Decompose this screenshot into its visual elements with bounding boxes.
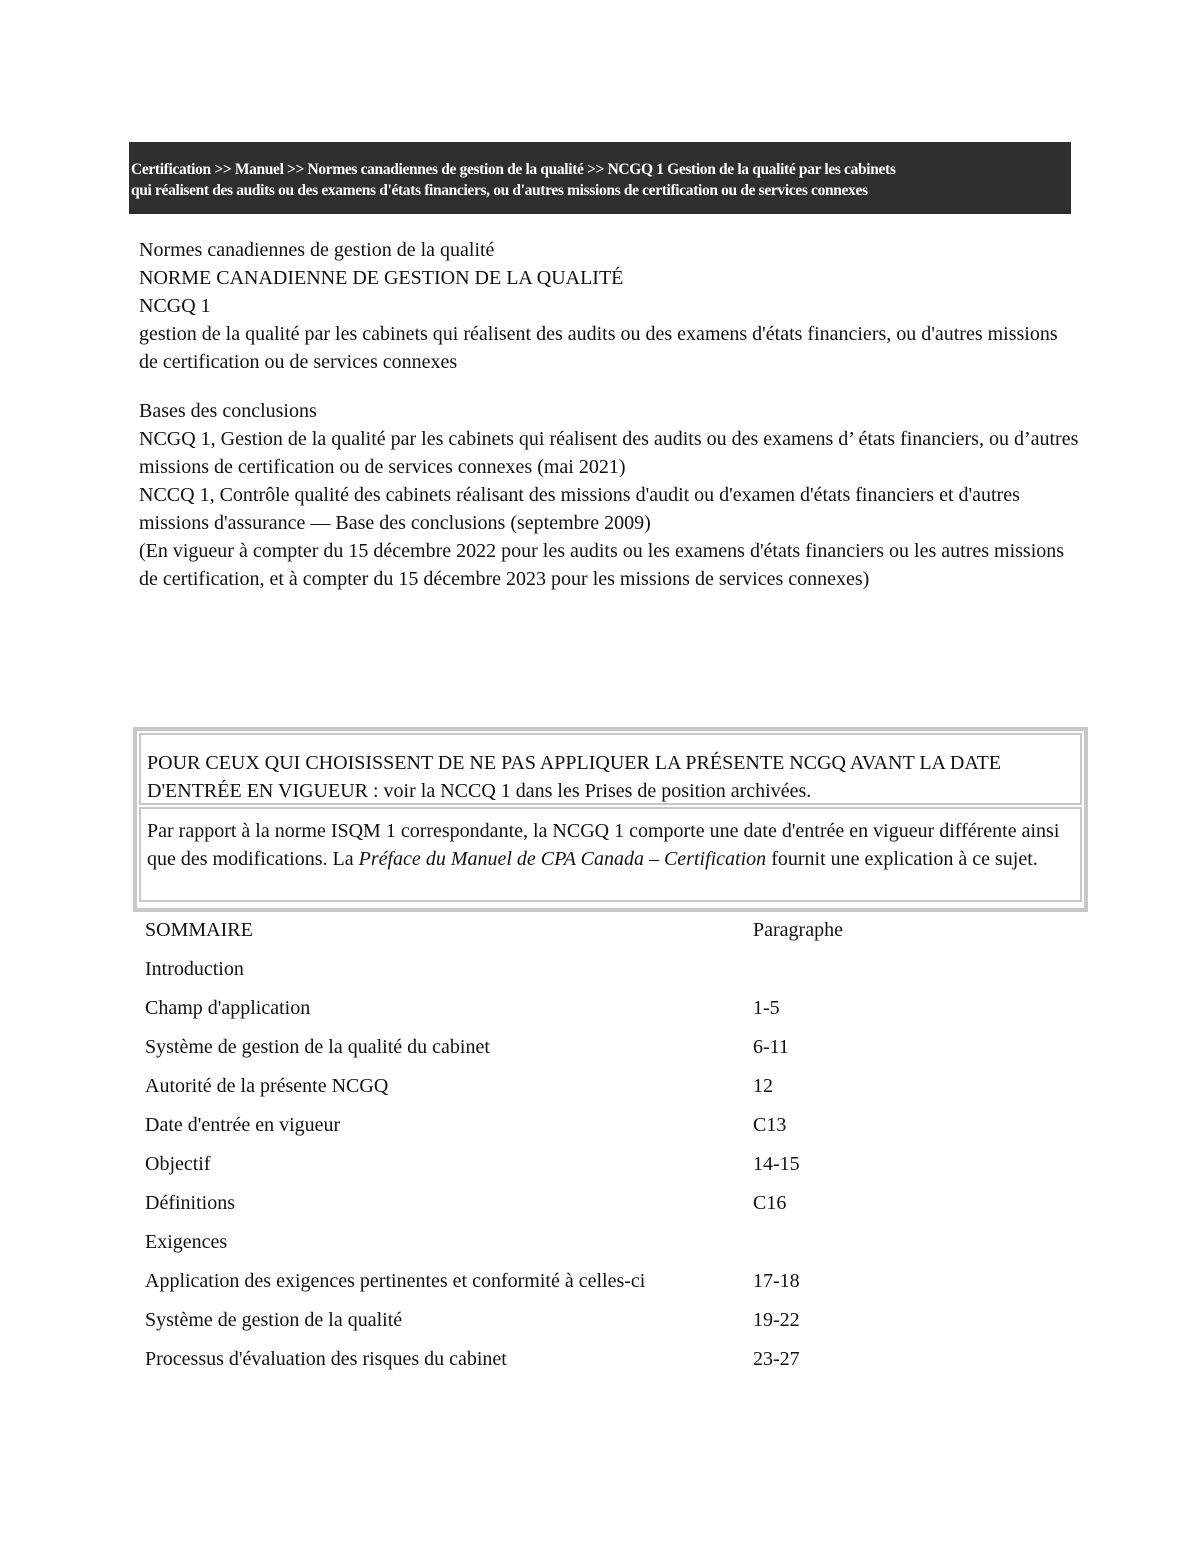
reference-nccq: NCCQ 1, Contrôle qualité des cabinets réalisant des missions d'audit ou d'examen d'états financiers et d'autres missions d'assurance — Base des conclusions (septembre 2009) (139, 484, 1020, 534)
notice-box (133, 727, 1088, 912)
toc-row-title: Champ d'application (145, 997, 311, 1019)
breadcrumb (129, 142, 1071, 214)
toc-row-paragraph: 14-15 (753, 1153, 800, 1175)
document-body (139, 236, 1079, 593)
toc-row[interactable] (145, 989, 1085, 1028)
toc-header (145, 911, 1085, 950)
comparison-text-before: Par rapport à la norme ISQM 1 correspondante, la NCGQ 1 comporte une date d'entrée en vigueur différente ainsi que des modifications. La (147, 820, 1060, 870)
toc-row-title: Autorité de la présente NCGQ (145, 1075, 389, 1097)
toc-row[interactable] (145, 1067, 1085, 1106)
early-adoption-notice (139, 733, 1082, 805)
norm-heading: NORME CANADIENNE DE GESTION DE LA QUALITÉ (139, 267, 624, 289)
toc-row-paragraph: 23-27 (753, 1348, 800, 1370)
toc-header-paragraph: Paragraphe (753, 919, 843, 941)
toc-row-title: Système de gestion de la qualité (145, 1309, 403, 1331)
toc-row[interactable] (145, 1184, 1085, 1223)
norm-subject: gestion de la qualité par les cabinets qui réalisent des audits ou des examens d'états financiers, ou d'autres missions de certification ou de services connexes (139, 323, 1058, 373)
toc-row-paragraph: 19-22 (753, 1309, 800, 1331)
norm-code: NCGQ 1 (139, 295, 211, 317)
toc-row[interactable] (145, 1145, 1085, 1184)
toc-row-paragraph: 17-18 (753, 1270, 800, 1292)
toc-row[interactable] (145, 950, 1085, 989)
toc-row-title: Objectif (145, 1153, 211, 1175)
breadcrumb-line-2[interactable]: qui réalisent des audits ou des examens d'états financiers, ou d'autres missions de certification ou de services connexes (131, 182, 868, 199)
toc-row-paragraph: 6-11 (753, 1036, 789, 1058)
table-of-contents (145, 911, 1085, 1379)
toc-row[interactable] (145, 1301, 1085, 1340)
toc-row-title: Définitions (145, 1192, 235, 1214)
effective-date-note: (En vigueur à compter du 15 décembre 2022 pour les audits ou les examens d'états financiers ou les autres missions de certification, et à compter du 15 décembre 2023 pour les missions de services connexes) (139, 540, 1065, 590)
comparison-text-after: fournit une explication à ce sujet. (766, 848, 1038, 870)
toc-row[interactable] (145, 1028, 1085, 1067)
toc-row[interactable] (145, 1262, 1085, 1301)
breadcrumb-line-1[interactable]: Certification >> Manuel >> Normes canadiennes de gestion de la qualité >> NCGQ 1 Gestion de la qualité par les cabinets (131, 161, 896, 178)
preface-title[interactable]: Préface du Manuel de CPA Canada – Certification (358, 848, 767, 870)
toc-row-paragraph: 12 (753, 1075, 773, 1097)
toc-row-title: Système de gestion de la qualité du cabinet (145, 1036, 490, 1058)
bases-title: Bases des conclusions (139, 400, 317, 422)
reference-ncgq: NCGQ 1, Gestion de la qualité par les cabinets qui réalisent des audits ou des examens d’ états financiers, ou d’autres missions de certification ou de services connexes (mai 2021) (139, 428, 1079, 478)
norm-header (139, 264, 1079, 376)
toc-row-paragraph: C16 (753, 1192, 787, 1214)
toc-row-paragraph: C13 (753, 1114, 787, 1136)
section-title: Normes canadiennes de gestion de la qualité (139, 239, 495, 261)
toc-row-paragraph: 1-5 (753, 997, 780, 1019)
toc-row[interactable] (145, 1340, 1085, 1379)
toc-row-title: Date d'entrée en vigueur (145, 1114, 341, 1136)
comparison-notice (139, 807, 1082, 902)
toc-header-title: SOMMAIRE (145, 919, 253, 941)
toc-row-title: Exigences (145, 1231, 228, 1253)
toc-row[interactable] (145, 1106, 1085, 1145)
toc-row-title: Introduction (145, 958, 244, 980)
toc-row-title: Processus d'évaluation des risques du cabinet (145, 1348, 507, 1370)
toc-row-title: Application des exigences pertinentes et conformité à celles-ci (145, 1270, 646, 1292)
early-adoption-text: POUR CEUX QUI CHOISISSENT DE NE PAS APPLIQUER LA PRÉSENTE NCGQ AVANT LA DATE D'ENTRÉE EN VIGUEUR : voir la NCCQ 1 dans les Prises de position archivées. (147, 752, 1002, 802)
toc-row[interactable] (145, 1223, 1085, 1262)
